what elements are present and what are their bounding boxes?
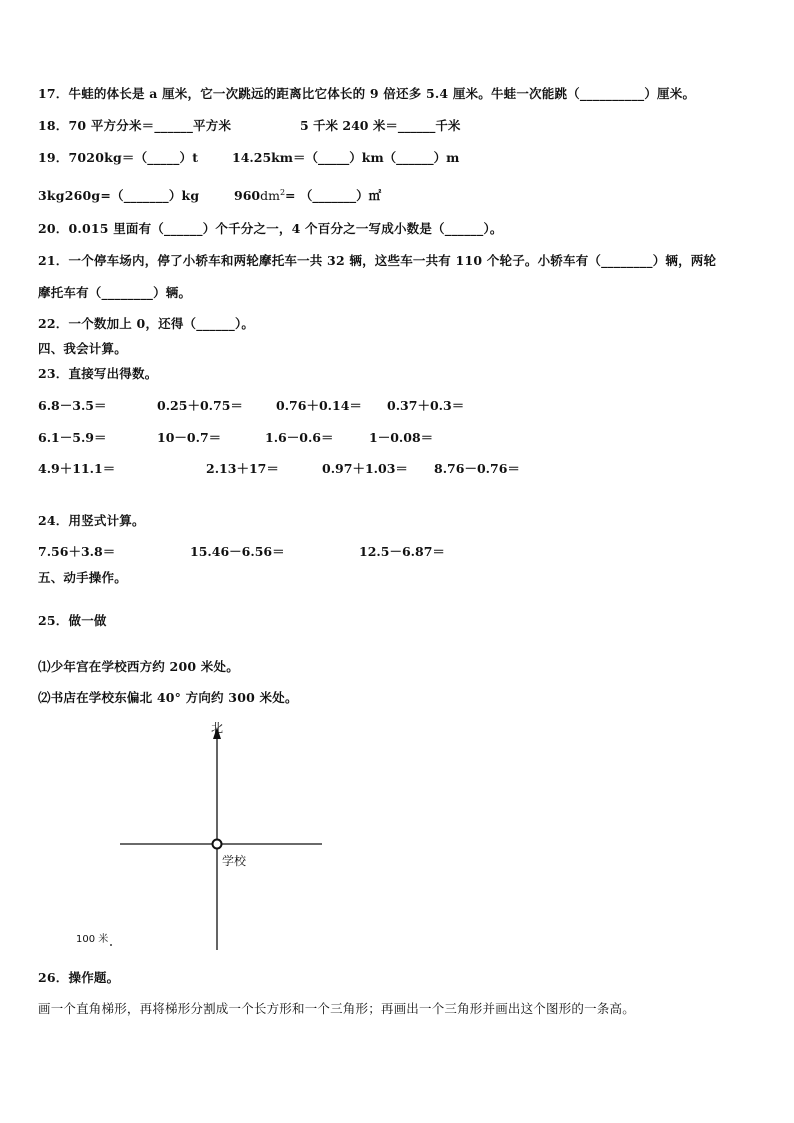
- calc-1-3: 0.76＋0.14＝: [276, 398, 362, 413]
- question-26-text: 画一个直角梯形，再将梯形分割成一个长方形和一个三角形；再画出一个三角形并画出这个图形的一条高。: [38, 1001, 635, 1016]
- question-21-line1: 21．一个停车场内，停了小轿车和两轮摩托车一共 32 辆，这些车一共有 110 个轮子。小轿车有（________）辆，两轮: [38, 253, 717, 268]
- calc-2-3: 1.6－0.6＝: [265, 430, 334, 445]
- vertical-calc-3: 12.5－6.87＝: [359, 544, 445, 559]
- question-25-part2: ⑵书店在学校东偏北 40° 方向约 300 米处。: [38, 690, 298, 705]
- section-5-heading: 五、动手操作。: [38, 570, 127, 585]
- calc-3-3: 0.97＋1.03＝: [322, 461, 408, 476]
- calc-1-1: 6.8－3.5＝: [38, 398, 107, 413]
- question-19c: 3kg260g=（_______）kg: [38, 188, 200, 203]
- question-21-line2: 摩托车有（________）辆。: [38, 285, 192, 300]
- q19d-number: 960: [234, 188, 261, 203]
- calc-2-2: 10－0.7＝: [157, 430, 222, 445]
- vertical-calc-1: 7.56＋3.8＝: [38, 544, 116, 559]
- q19d-unit: dm: [260, 188, 280, 203]
- question-18a: 18．70 平方分米＝______平方米: [38, 118, 232, 133]
- question-23: 23．直接写出得数。: [38, 366, 158, 381]
- q19d-rest: = （_______）㎡: [285, 188, 382, 203]
- calc-2-4: 1－0.08＝: [369, 430, 434, 445]
- question-24: 24．用竖式计算。: [38, 513, 145, 528]
- question-19d: [234, 186, 381, 204]
- calc-3-2: 2.13＋17＝: [206, 461, 279, 476]
- calc-1-4: 0.37＋0.3＝: [387, 398, 465, 413]
- q19d-exponent: 2: [279, 187, 286, 197]
- scale-label: 100 米: [76, 934, 109, 945]
- question-25: 25．做一做: [38, 613, 107, 628]
- question-22: 22．一个数加上 0，还得（______）。: [38, 316, 255, 331]
- north-label: 北: [211, 721, 224, 735]
- question-17: 17．牛蛙的体长是 a 厘米，它一次跳远的距离比它体长的 9 倍还多 5.4 厘米。牛蛙一次能跳（__________）厘米。: [38, 86, 696, 101]
- question-20: 20．0.015 里面有（______）个千分之一，4 个百分之一写成小数是（______）。: [38, 221, 503, 236]
- vertical-calc-2: 15.46－6.56＝: [190, 544, 285, 559]
- question-18b: 5 千米 240 米＝______千米: [300, 118, 461, 133]
- question-19a: 19．7020kg＝（_____）t: [38, 150, 199, 165]
- calc-3-4: 8.76－0.76＝: [434, 461, 520, 476]
- school-label: 学校: [222, 854, 247, 868]
- question-26: 26．操作题。: [38, 970, 120, 985]
- direction-map: [110, 715, 340, 960]
- section-4-heading: 四、我会计算。: [38, 341, 127, 356]
- calc-3-1: 4.9＋11.1＝: [38, 461, 116, 476]
- question-19b: 14.25km＝（_____）km（______）m: [232, 150, 460, 165]
- question-25-part1: ⑴少年宫在学校西方约 200 米处。: [38, 659, 239, 674]
- calc-1-2: 0.25＋0.75＝: [157, 398, 243, 413]
- school-point: [213, 840, 222, 849]
- calc-2-1: 6.1－5.9＝: [38, 430, 107, 445]
